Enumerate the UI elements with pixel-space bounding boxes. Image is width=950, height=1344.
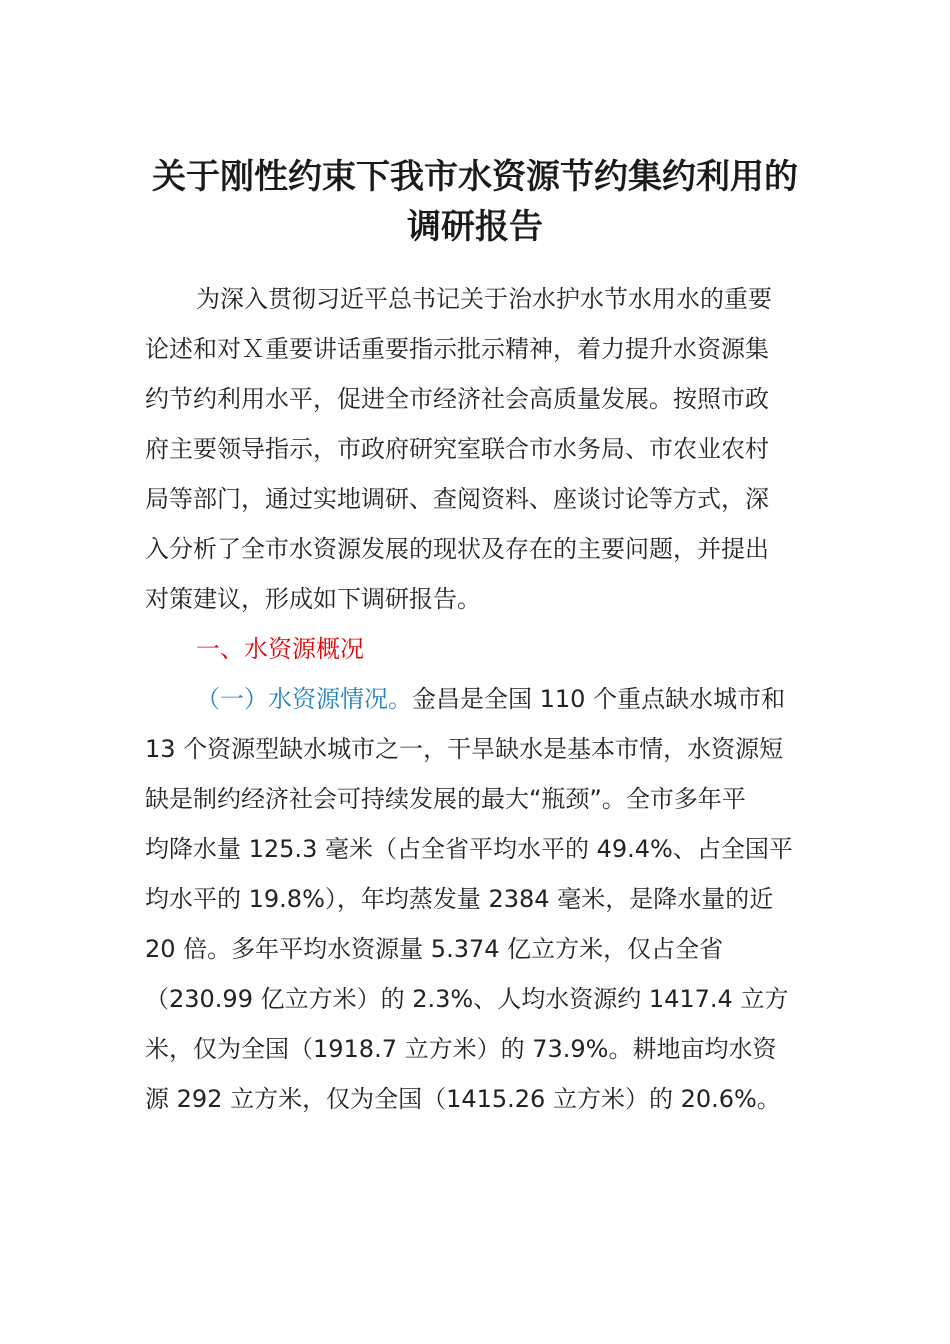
body-paragraph-line: 均水平的 19.8%），年均蒸发量 2384 毫米，是降水量的近 xyxy=(145,885,774,913)
subsection-heading: （一）水资源情况。 xyxy=(196,685,412,713)
intro-paragraph-line: 对策建议，形成如下调研报告。 xyxy=(145,585,481,613)
body-paragraph-line: 源 292 立方米，仅为全国（1415.26 立方米）的 20.6%。 xyxy=(145,1085,781,1113)
intro-paragraph-line: 府主要领导指示，市政府研究室联合市水务局、市农业农村 xyxy=(145,435,769,463)
intro-paragraph-line: 为深入贯彻习近平总书记关于治水护水节水用水的重要 xyxy=(196,285,772,313)
intro-paragraph-line: 约节约利用水平，促进全市经济社会高质量发展。按照市政 xyxy=(145,385,769,413)
body-paragraph-line: 20 倍。多年平均水资源量 5.374 亿立方米，仅占全省 xyxy=(145,935,724,963)
intro-paragraph-line: 论述和对Ｘ重要讲话重要指示批示精神，着力提升水资源集 xyxy=(145,335,769,363)
body-paragraph-line: 缺是制约经济社会可持续发展的最大“瓶颈”。全市多年平 xyxy=(145,785,746,813)
body-paragraph-line: 米，仅为全国（1918.7 立方米）的 73.9%。耕地亩均水资 xyxy=(145,1035,777,1063)
body-paragraph-line: 13 个资源型缺水城市之一，干旱缺水是基本市情，水资源短 xyxy=(145,735,784,763)
body-paragraph-line: 均降水量 125.3 毫米（占全省平均水平的 49.4%、占全国平 xyxy=(145,835,793,863)
intro-paragraph-line: 局等部门，通过实地调研、查阅资料、座谈讨论等方式，深 xyxy=(145,485,769,513)
body-paragraph-line: （230.99 亿立方米）的 2.3%、人均水资源约 1417.4 立方 xyxy=(145,985,789,1013)
intro-paragraph-line: 入分析了全市水资源发展的现状及存在的主要问题，并提出 xyxy=(145,535,769,563)
document-title-line-1: 关于刚性约束下我市水资源节约集约利用的 xyxy=(152,157,798,197)
subsection-first-line xyxy=(196,684,785,714)
section-heading: 一、水资源概况 xyxy=(196,635,364,663)
document-title-line-2: 调研报告 xyxy=(407,207,543,247)
subsection-text: 金昌是全国 110 个重点缺水城市和 xyxy=(412,685,786,713)
